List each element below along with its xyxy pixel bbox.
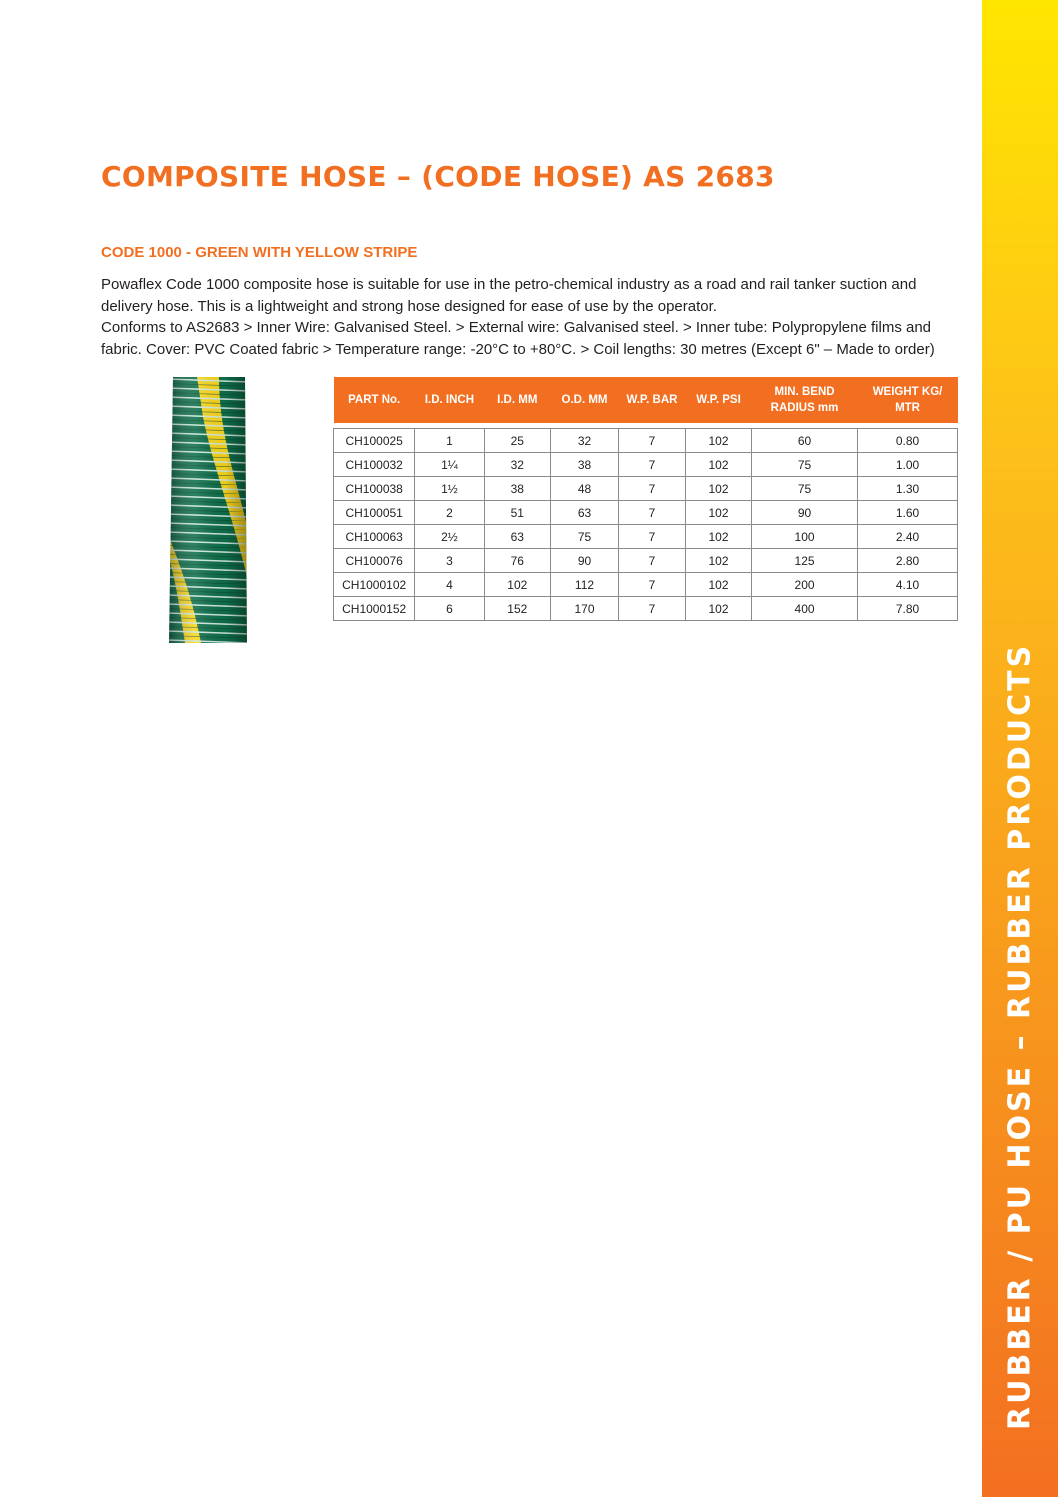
cell-bend-radius: 200 xyxy=(752,573,858,597)
cell-wp-bar: 7 xyxy=(618,429,685,453)
cell-bend-radius: 100 xyxy=(752,525,858,549)
cell-bend-radius: 90 xyxy=(752,501,858,525)
cell-od-mm: 63 xyxy=(551,501,619,525)
cell-wp-bar: 7 xyxy=(618,501,685,525)
header-id-inch: I.D. INCH xyxy=(415,377,484,423)
cell-bend-radius: 75 xyxy=(752,453,858,477)
header-wp-psi: W.P. PSI xyxy=(686,377,752,423)
hose-product-image xyxy=(167,377,250,643)
cell-wp-psi: 102 xyxy=(686,549,752,573)
cell-id-inch: 1 xyxy=(415,429,484,453)
cell-od-mm: 32 xyxy=(551,429,619,453)
cell-id-mm: 51 xyxy=(484,501,551,525)
cell-od-mm: 90 xyxy=(551,549,619,573)
table-row xyxy=(334,429,958,453)
cell-id-mm: 32 xyxy=(484,453,551,477)
side-banner-text: RUBBER / PU HOSE – RUBBER PRODUCTS xyxy=(1002,642,1038,1430)
header-id-mm: I.D. MM xyxy=(484,377,551,423)
table-row xyxy=(334,453,958,477)
cell-wp-psi: 102 xyxy=(686,477,752,501)
cell-part-no: CH100025 xyxy=(334,429,415,453)
cell-bend-radius: 125 xyxy=(752,549,858,573)
cell-bend-radius: 75 xyxy=(752,477,858,501)
header-od-mm: O.D. MM xyxy=(551,377,619,423)
header-part-no: PART No. xyxy=(334,377,415,423)
cell-wp-bar: 7 xyxy=(618,549,685,573)
header-wp-bar: W.P. BAR xyxy=(618,377,685,423)
table-row xyxy=(334,501,958,525)
cell-od-mm: 38 xyxy=(551,453,619,477)
section-subtitle: CODE 1000 - GREEN WITH YELLOW STRIPE xyxy=(101,244,418,261)
cell-id-inch: 1¼ xyxy=(415,453,484,477)
cell-od-mm: 112 xyxy=(551,573,619,597)
cell-id-mm: 63 xyxy=(484,525,551,549)
table-row xyxy=(334,525,958,549)
cell-wp-psi: 102 xyxy=(686,429,752,453)
cell-wp-bar: 7 xyxy=(618,525,685,549)
cell-wp-bar: 7 xyxy=(618,573,685,597)
table-row xyxy=(334,597,958,621)
page-title: COMPOSITE HOSE – (CODE HOSE) AS 2683 xyxy=(101,160,775,193)
cell-id-mm: 76 xyxy=(484,549,551,573)
cell-bend-radius: 400 xyxy=(752,597,858,621)
table-row xyxy=(334,477,958,501)
cell-id-inch: 2½ xyxy=(415,525,484,549)
cell-id-mm: 38 xyxy=(484,477,551,501)
cell-wp-psi: 102 xyxy=(686,573,752,597)
cell-id-inch: 2 xyxy=(415,501,484,525)
cell-part-no: CH100038 xyxy=(334,477,415,501)
cell-wp-psi: 102 xyxy=(686,453,752,477)
description xyxy=(101,274,951,360)
cell-id-mm: 152 xyxy=(484,597,551,621)
cell-id-inch: 1½ xyxy=(415,477,484,501)
cell-id-mm: 102 xyxy=(484,573,551,597)
cell-weight: 4.10 xyxy=(858,573,958,597)
cell-id-inch: 3 xyxy=(415,549,484,573)
table-header-row xyxy=(334,377,958,423)
cell-od-mm: 48 xyxy=(551,477,619,501)
cell-wp-psi: 102 xyxy=(686,525,752,549)
cell-wp-bar: 7 xyxy=(618,477,685,501)
table-row xyxy=(334,549,958,573)
cell-wp-psi: 102 xyxy=(686,597,752,621)
cell-part-no: CH100051 xyxy=(334,501,415,525)
cell-od-mm: 170 xyxy=(551,597,619,621)
header-weight: WEIGHT KG/ MTR xyxy=(858,377,958,423)
cell-wp-psi: 102 xyxy=(686,501,752,525)
cell-weight: 0.80 xyxy=(858,429,958,453)
cell-od-mm: 75 xyxy=(551,525,619,549)
cell-weight: 2.80 xyxy=(858,549,958,573)
cell-weight: 1.00 xyxy=(858,453,958,477)
cell-part-no: CH1000102 xyxy=(334,573,415,597)
spec-table xyxy=(333,377,958,621)
table-row xyxy=(334,573,958,597)
cell-part-no: CH100032 xyxy=(334,453,415,477)
cell-weight: 1.30 xyxy=(858,477,958,501)
cell-wp-bar: 7 xyxy=(618,597,685,621)
cell-part-no: CH1000152 xyxy=(334,597,415,621)
cell-id-inch: 4 xyxy=(415,573,484,597)
cell-part-no: CH100076 xyxy=(334,549,415,573)
cell-weight: 2.40 xyxy=(858,525,958,549)
cell-id-mm: 25 xyxy=(484,429,551,453)
cell-wp-bar: 7 xyxy=(618,453,685,477)
description-paragraph-1: Powaflex Code 1000 composite hose is suitable for use in the petro-chemical industry as a road and rail tanker suction and delivery hose. This is a lightweight and strong hose designed for ease of use by the operator. xyxy=(101,276,917,315)
cell-bend-radius: 60 xyxy=(752,429,858,453)
cell-weight: 7.80 xyxy=(858,597,958,621)
cell-id-inch: 6 xyxy=(415,597,484,621)
description-paragraph-2: Conforms to AS2683 > Inner Wire: Galvanised Steel. > External wire: Galvanised steel. > Inner tube: Polypropylene films and fabric. Cover: PVC Coated fabric > Temperature range: -20°C to +80°C. > Coil lengths: 30 metres (Except 6" – Made to order) xyxy=(101,319,935,358)
header-min-bend-radius: MIN. BEND RADIUS mm xyxy=(752,377,858,423)
cell-weight: 1.60 xyxy=(858,501,958,525)
cell-part-no: CH100063 xyxy=(334,525,415,549)
